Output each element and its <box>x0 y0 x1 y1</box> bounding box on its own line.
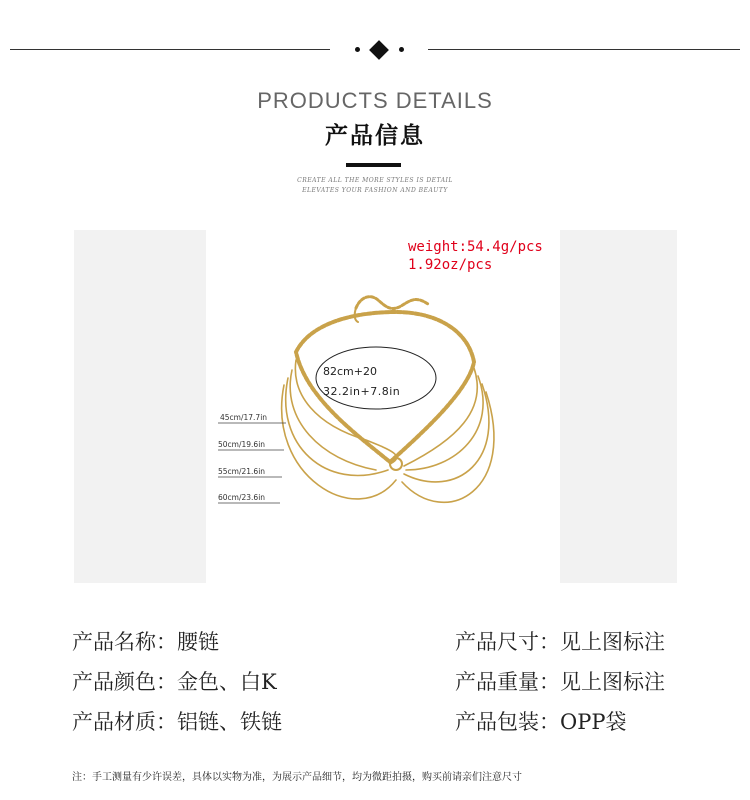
spec-size-value: 见上图标注 <box>560 630 665 654</box>
ornament-diamond-icon <box>369 40 389 60</box>
header-rule-right <box>428 49 740 50</box>
spec-weight-value: 见上图标注 <box>560 670 665 694</box>
weight-label-oz: 1.92oz/pcs <box>408 257 493 273</box>
section-title-cn: 产品信息 <box>325 123 425 149</box>
length-label-55: 55cm/21.6in <box>218 467 266 476</box>
spec-package <box>455 706 626 736</box>
spec-size-label: 产品尺寸： <box>455 630 560 654</box>
spec-color-label: 产品颜色： <box>72 670 177 694</box>
drape-chain-6 <box>406 376 483 470</box>
spec-name-label: 产品名称： <box>72 630 177 654</box>
header-rule-left <box>10 49 330 50</box>
spec-weight-label: 产品重量： <box>455 670 560 694</box>
decorative-script-line-1: CREATE ALL THE MORE STYLES IS DETAIL <box>297 177 453 184</box>
length-label-45: 45cm/17.7in <box>220 413 268 422</box>
size-label-cm: 82cm+20 <box>323 365 377 378</box>
length-label-60: 60cm/23.6in <box>218 493 266 502</box>
section-title-en: PRODUCTS DETAILS <box>257 88 493 113</box>
ornament-dot-right <box>399 47 404 52</box>
image-panel-left <box>74 230 206 583</box>
image-panel-right <box>560 230 677 583</box>
size-ellipse <box>316 347 436 409</box>
spec-size <box>455 626 665 656</box>
decorative-script-line-2: ELEVATES YOUR FASHION AND BEAUTY <box>302 187 448 194</box>
ornament-dot-left <box>355 47 360 52</box>
waist-chain-image <box>206 230 560 583</box>
length-label-50: 50cm/19.6in <box>218 440 266 449</box>
footnote: 注：手工测量有少许误差，具体以实物为准，为展示产品细节，均为微距拍摄，购买前请亲们注意尺寸 <box>72 772 522 783</box>
spec-color <box>72 666 277 696</box>
spec-name-value: 腰链 <box>177 630 219 654</box>
spec-material-label: 产品材质： <box>72 710 177 734</box>
extender-chain <box>356 297 428 309</box>
spec-name <box>72 626 219 656</box>
spec-package-label: 产品包装： <box>455 710 560 734</box>
spec-material <box>72 706 282 736</box>
spec-color-value: 金色、白K <box>177 670 277 694</box>
spec-weight <box>455 666 665 696</box>
size-label-in: 32.2in+7.8in <box>323 385 401 398</box>
weight-label: weight:54.4g/pcs <box>408 239 543 255</box>
drape-chain-8 <box>402 392 494 502</box>
title-underbar <box>346 163 401 167</box>
spec-package-value: OPP袋 <box>560 710 627 734</box>
spec-material-value: 铝链、铁链 <box>177 710 282 734</box>
